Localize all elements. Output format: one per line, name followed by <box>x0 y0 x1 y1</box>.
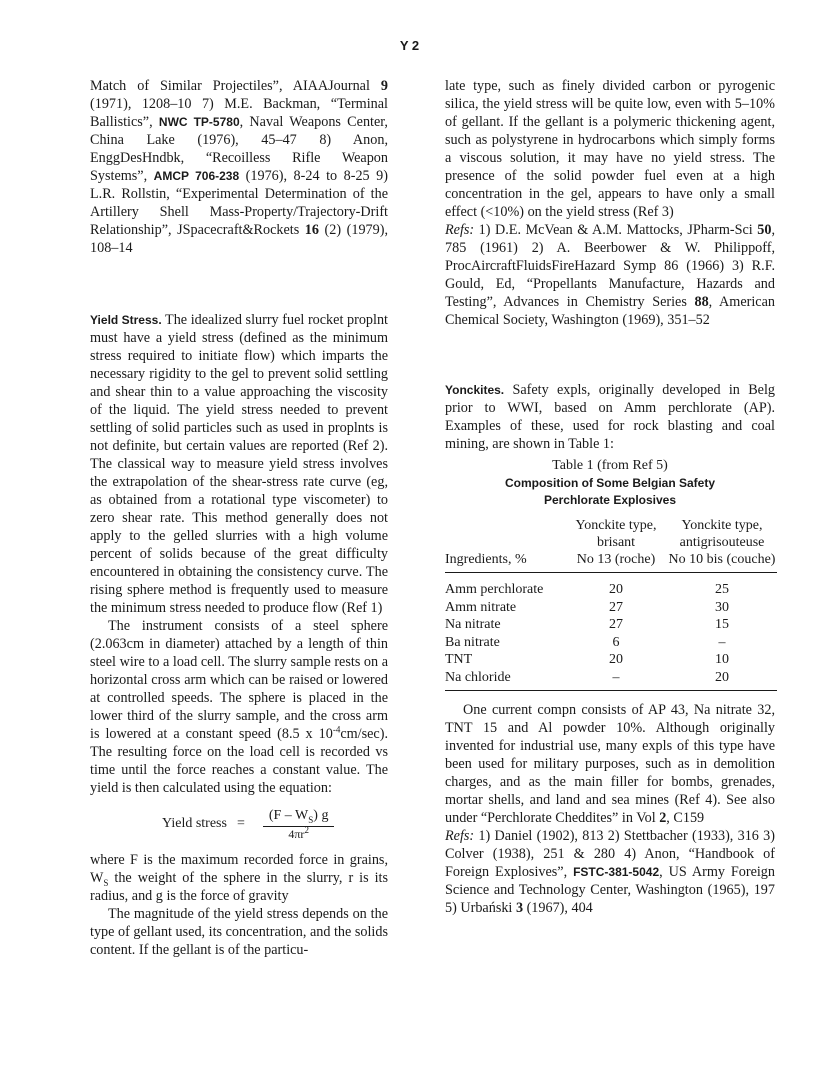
table-title-line-1: Composition of Some Belgian Safety <box>504 476 716 490</box>
equation-fraction <box>263 807 335 841</box>
composition-table: Yonckite type, Yonckite type, brisant antigrisouteuse Ingredients, % No 13 (roche) No 10 bis (couche) Amm perchlorate 20 25 Amm nitrate 27 30 Na nitrate 27 15 Ba nitrate 6 – TNT 20 10 Na chloride – 20 <box>445 517 777 691</box>
table-row: Na nitrate 27 15 <box>445 617 729 633</box>
equation-denominator: $4\pi r^2$ <box>288 825 309 841</box>
table-row: Amm nitrate 27 30 <box>445 599 729 615</box>
yield-stress-references: Refs: 1) D.E. McVean & A.M. Mattocks, JPharm-Sci 50, 785 (1961) 2) A. Beerbower & W. Philippoff, ProcAircraftFluidsFireHazard Symp 86 (1966) 3) R.F. Gould, Ed, “Propellants Manufacture, Hazards and Testing”, Advances in Chemistry Series 88, American Chemical Society, Washington (1969), 351–52 <box>445 222 775 328</box>
references-continued: Match of Similar Projectiles”, AIAAJournal 9 (1971), 1208–10 7) M.E. Backman, “Terminal Ballistics”, NWC TP-5780, Naval Weapons Center, China Lake (1976), 45–47 8) Anon, EnggDesHndbk, “Recoilless Rifle Weapon Systems”, AMCP 706-238 (1976), 8-24 to 8-25 9) L.R. Rollstin, “Experimental Determination of the Artillery Shell Mass-Property/Trajectory-Drift Relationship”, JSpacecraft&Rockets 16 (2) (1979), 108–14 <box>90 78 388 256</box>
yonckites-paragraph: Yonckites. Safety expls, originally developed in Belg prior to WWI, based on Amm perchlorate (AP). Examples of these, used for rock blasting and coal mining, are shown in Table 1: <box>445 382 775 452</box>
yield-stress-paragraph-1: Yield Stress. The idealized slurry fuel rocket proplnt must have a yield stress (defined as the minimum stress required to initiate flow) which imparts the necessary rigidity to the gel to prevent solid settling and shear thin to a value approaching the viscosity of the liquid. The yield stress needed to prevent settling of solid particles such as used in proplnts is not definite, but certain values are reported (Ref 2). The classical way to measure yield stress involves the extrapolation of the shear-stress rate curve (eg, as obtained from a rotational type viscometer) to zero shear rate. This method generally does not apply to the gelled slurries with a high volume percent of solids because of the great difficulty encountered in obtaining the consistency curve. The rising sphere method is frequently used to measure the minimum stress needed to produce flow (Ref 1) <box>90 312 388 616</box>
table-caption <box>445 457 775 509</box>
table-row: Na chloride – 20 <box>445 669 777 690</box>
equals-sign: = <box>236 816 245 831</box>
headword-yonckites: Yonckites. <box>445 383 505 397</box>
yonckites-composition-paragraph: One current compn consists of AP 43, Na nitrate 32, TNT 15 and Al powder 10%. Although originally invented for industrial use, many expls of this type have been used for military purposes, such as in demolition charges, and as the main filler for bombs, grenades, mortar shells, and land and sea mines (Ref 4). See also under “Perchlorate Cheddites” in Vol 2, C159 <box>445 701 775 826</box>
yield-stress-paragraph-2: The instrument consists of a steel sphere (2.063cm in diameter) attached by a length of thin steel wire to a load cell. The slurry sample rests on a horizontal cross arm which can be raised or lowered at controlled speeds. The sphere is placed in the lower third of the slurry sample, and the cross arm is lowered at a constant speed (8.5 x $10^{-4}cm/\sec$). The resulting force on the load cell is recorded vs time until the force reaches a constant value. The yield is then calculated using the equation: <box>90 618 388 796</box>
table-row: TNT 20 10 <box>445 652 729 668</box>
yield-stress-paragraph-3: The magnitude of the yield stress depends on the type of gellant used, its concentration, and the solids content. If the gellant is of the particu- <box>90 906 388 958</box>
equation-lhs: Yield stress <box>162 816 227 831</box>
equation-explanation: where F is the maximum recorded force in grains, $W_S$ the weight of the sphere in the slurry, r is its radius, and g is the force of gravity <box>90 852 388 904</box>
yonckites-references: Refs: 1) Daniel (1902), 813 2) Stettbacher (1933), 316 3) Colver (1938), 251 & 280 4) Anon, “Handbook of Foreign Explosives”, FSTC-381-5042, US Army Foreign Science and Technology Center, Washington (1965), 197 5) Urbański 3 (1967), 404 <box>445 827 775 916</box>
right-column <box>445 77 775 917</box>
equation-numerator: $(F - W_S)$ g <box>263 807 335 827</box>
headword-yield-stress: Yield Stress. <box>90 313 162 327</box>
table-title-line-2: Perchlorate Explosives <box>543 493 677 507</box>
yield-stress-equation <box>162 807 388 841</box>
table-row: Ba nitrate 6 – <box>445 634 726 650</box>
table-number: Table 1 (from Ref 5) <box>552 458 668 473</box>
yield-stress-paragraph-3-continued: late type, such as finely divided carbon or pyrogenic silica, the yield stress will be quite low, even with 5–10% of gellant. If the gellant is a polymeric thickening agent, such as polystyrene in hydrocarbons which simply forms a viscous solution, it may have no yield stress. The presence of the solid powder fuel even at a high concentration in the gel, appears to have only a small effect (<10%) on the yield stress (Ref 3) <box>445 78 775 220</box>
table-row: Amm perchlorate 20 25 <box>445 582 729 597</box>
left-column <box>90 77 388 959</box>
page-number: Y 2 <box>399 38 420 53</box>
column-header-no10bis: Yonckite type, <box>681 518 763 533</box>
column-header-no13: Yonckite type, <box>575 518 657 533</box>
column-header-ingredients: Ingredients, % <box>445 551 565 573</box>
